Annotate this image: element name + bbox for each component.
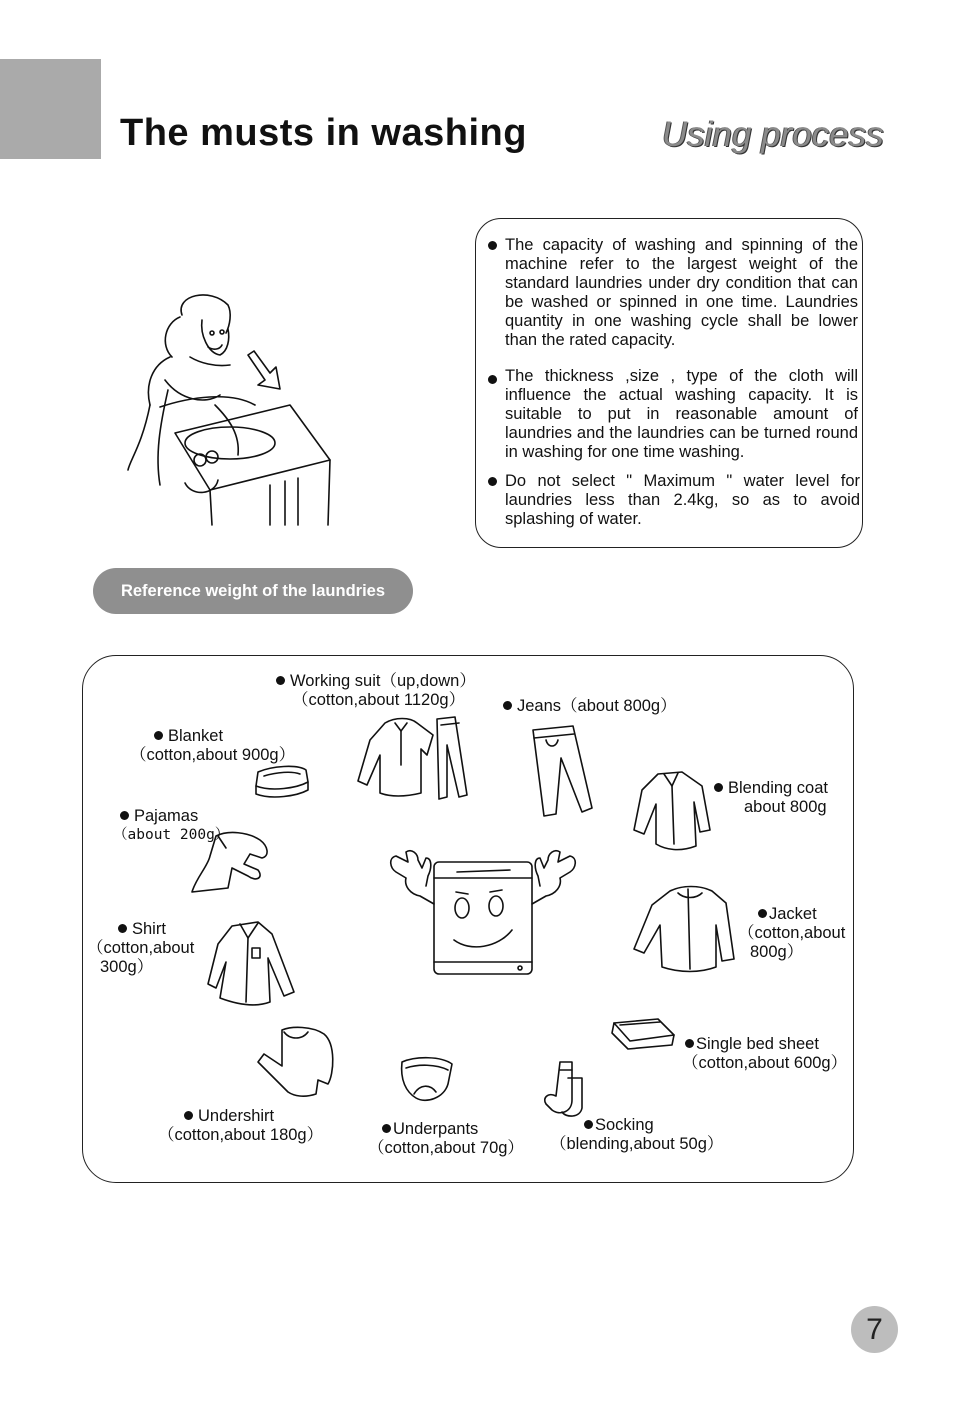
item-blending-coat: Blending coat about 800g: [714, 779, 828, 817]
jacket-icon: [630, 885, 740, 975]
blanket-icon: [252, 762, 312, 802]
bullet-icon: [276, 676, 285, 685]
bullet-icon: [382, 1124, 391, 1133]
corner-tab: [0, 59, 101, 159]
reference-weight-label: Reference weight of the laundries: [93, 568, 413, 614]
single-bed-sheet-icon: [608, 1015, 678, 1055]
bullet-icon: [118, 924, 127, 933]
shirt-icon: [206, 918, 298, 1010]
item-blanket: Blanket （cotton,about 900g）: [130, 727, 296, 764]
item-working-suit: Working suit（up,down） （cotton,about 1120g）: [276, 672, 476, 710]
note-text: Do not select " Maximum " water level for laundries less than 2.4kg, so as to avoid splashing of water.: [505, 472, 860, 528]
item-shirt: Shirt （cotton,about 300g）: [87, 920, 195, 976]
section-title: Using process: [662, 115, 884, 154]
jeans-icon: [528, 724, 598, 819]
bullet-icon: [685, 1039, 694, 1048]
item-jacket: Jacket （cotton,about 800g）: [738, 905, 846, 961]
notes-box: [475, 218, 863, 548]
pajamas-icon: [188, 828, 278, 898]
undershirt-icon: [252, 1024, 337, 1099]
item-undershirt: Undershirt （cotton,about 180g）: [158, 1107, 324, 1144]
bullet-icon: [488, 241, 497, 250]
note-thickness: [488, 367, 858, 462]
bullet-icon: [503, 701, 512, 710]
socks-icon: [538, 1058, 586, 1120]
bullet-icon: [584, 1120, 593, 1129]
bullet-icon: [488, 477, 497, 486]
bullet-icon: [154, 731, 163, 740]
blending-coat-icon: [630, 768, 715, 853]
note-capacity: [488, 236, 858, 350]
bullet-icon: [758, 909, 767, 918]
item-underpants: Underpants （cotton,about 70g）: [368, 1120, 524, 1157]
note-text: The thickness ,size , type of the cloth will influence the actual washing capacity. It is suitable to put in reasonable amount of laundries and the laundries can be turned round in washing for one time washing.: [505, 367, 858, 461]
underpants-icon: [396, 1054, 456, 1106]
bullet-icon: [714, 783, 723, 792]
woman-loading-washer-illustration: [120, 285, 340, 530]
page-title: The musts in washing: [120, 112, 527, 154]
note-water-level: [488, 472, 860, 529]
page-number: 7: [851, 1306, 898, 1353]
bullet-icon: [120, 811, 129, 820]
item-jeans: Jeans（about 800g）: [503, 697, 677, 716]
item-single-bed-sheet: Single bed sheet （cotton,about 600g）: [682, 1035, 848, 1072]
note-text: The capacity of washing and spinning of the machine refer to the largest weight of the standard laundries under dry condition that can be washed or spinned in one time. Laundries quantity in one washing cycle shall be lower than the rated capacity.: [505, 236, 858, 349]
bullet-icon: [184, 1111, 193, 1120]
item-pajamas: Pajamas （about 200g）: [113, 807, 230, 843]
bullet-icon: [488, 375, 497, 384]
item-socking: Socking （blending,about 50g）: [550, 1116, 724, 1153]
washing-machine-mascot-icon: [382, 848, 582, 978]
working-suit-icon: [355, 715, 480, 800]
